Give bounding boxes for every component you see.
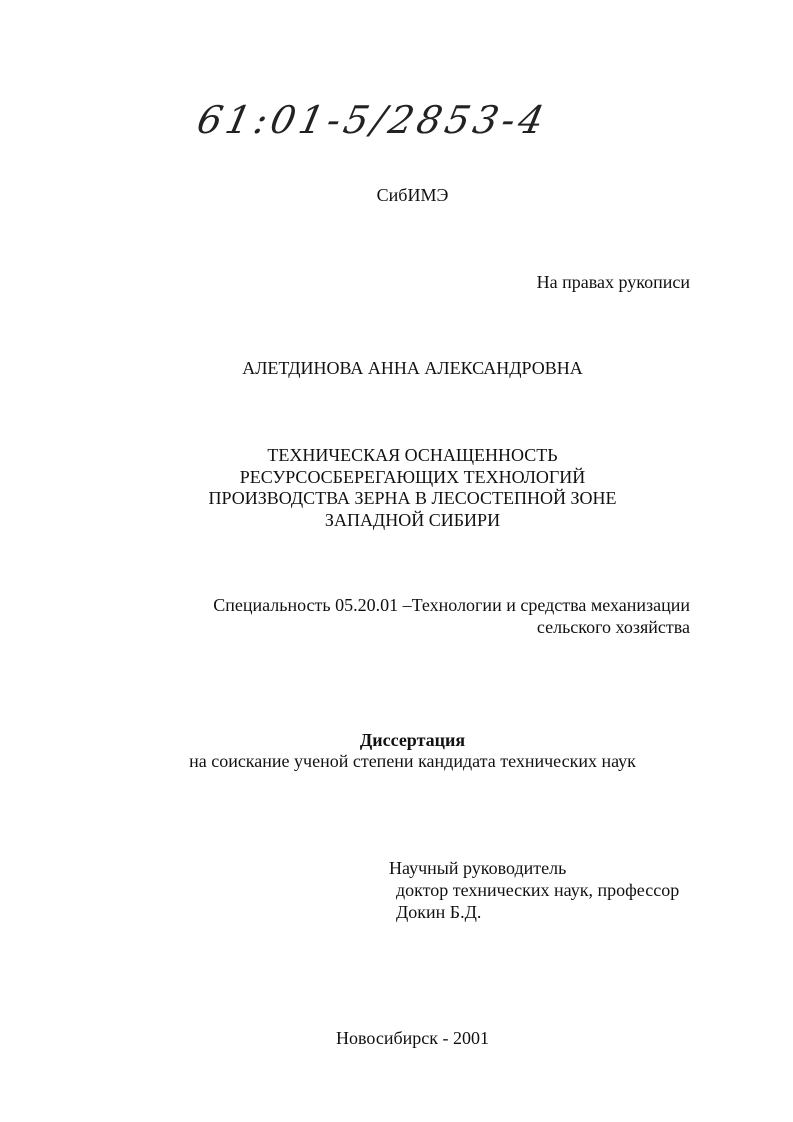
title-line: ПРОИЗВОДСТВА ЗЕРНА В ЛЕСОСТЕПНОЙ ЗОНЕ [208, 488, 617, 508]
supervisor-name: Докин Б.Д. [396, 902, 482, 922]
title-line: ЗАПАДНОЙ СИБИРИ [324, 510, 501, 530]
supervisor-label: Научный руководитель [389, 858, 567, 878]
specialty-line: сельского хозяйства [536, 617, 690, 637]
title-line: РЕСУРСОСБЕРЕГАЮЩИХ ТЕХНОЛОГИЙ [239, 467, 586, 487]
manuscript-note: На правах рукописи [536, 272, 690, 292]
handwritten-inventory-mark: 61:01-5/2853-4 [193, 98, 552, 142]
institution: СибИМЭ [376, 185, 449, 205]
author-name: АЛЕТДИНОВА АННА АЛЕКСАНДРОВНА [242, 358, 583, 378]
degree: на соискание ученой степени кандидата технических наук [189, 751, 636, 771]
supervisor-rank: доктор технических наук, профессор [396, 880, 680, 900]
title-line: ТЕХНИЧЕСКАЯ ОСНАЩЕННОСТЬ [267, 445, 558, 465]
specialty-line: Специальность 05.20.01 –Технологии и средства механизации [213, 595, 690, 615]
city-year: Новосибирск - 2001 [336, 1028, 489, 1048]
work-type: Диссертация [359, 730, 466, 750]
